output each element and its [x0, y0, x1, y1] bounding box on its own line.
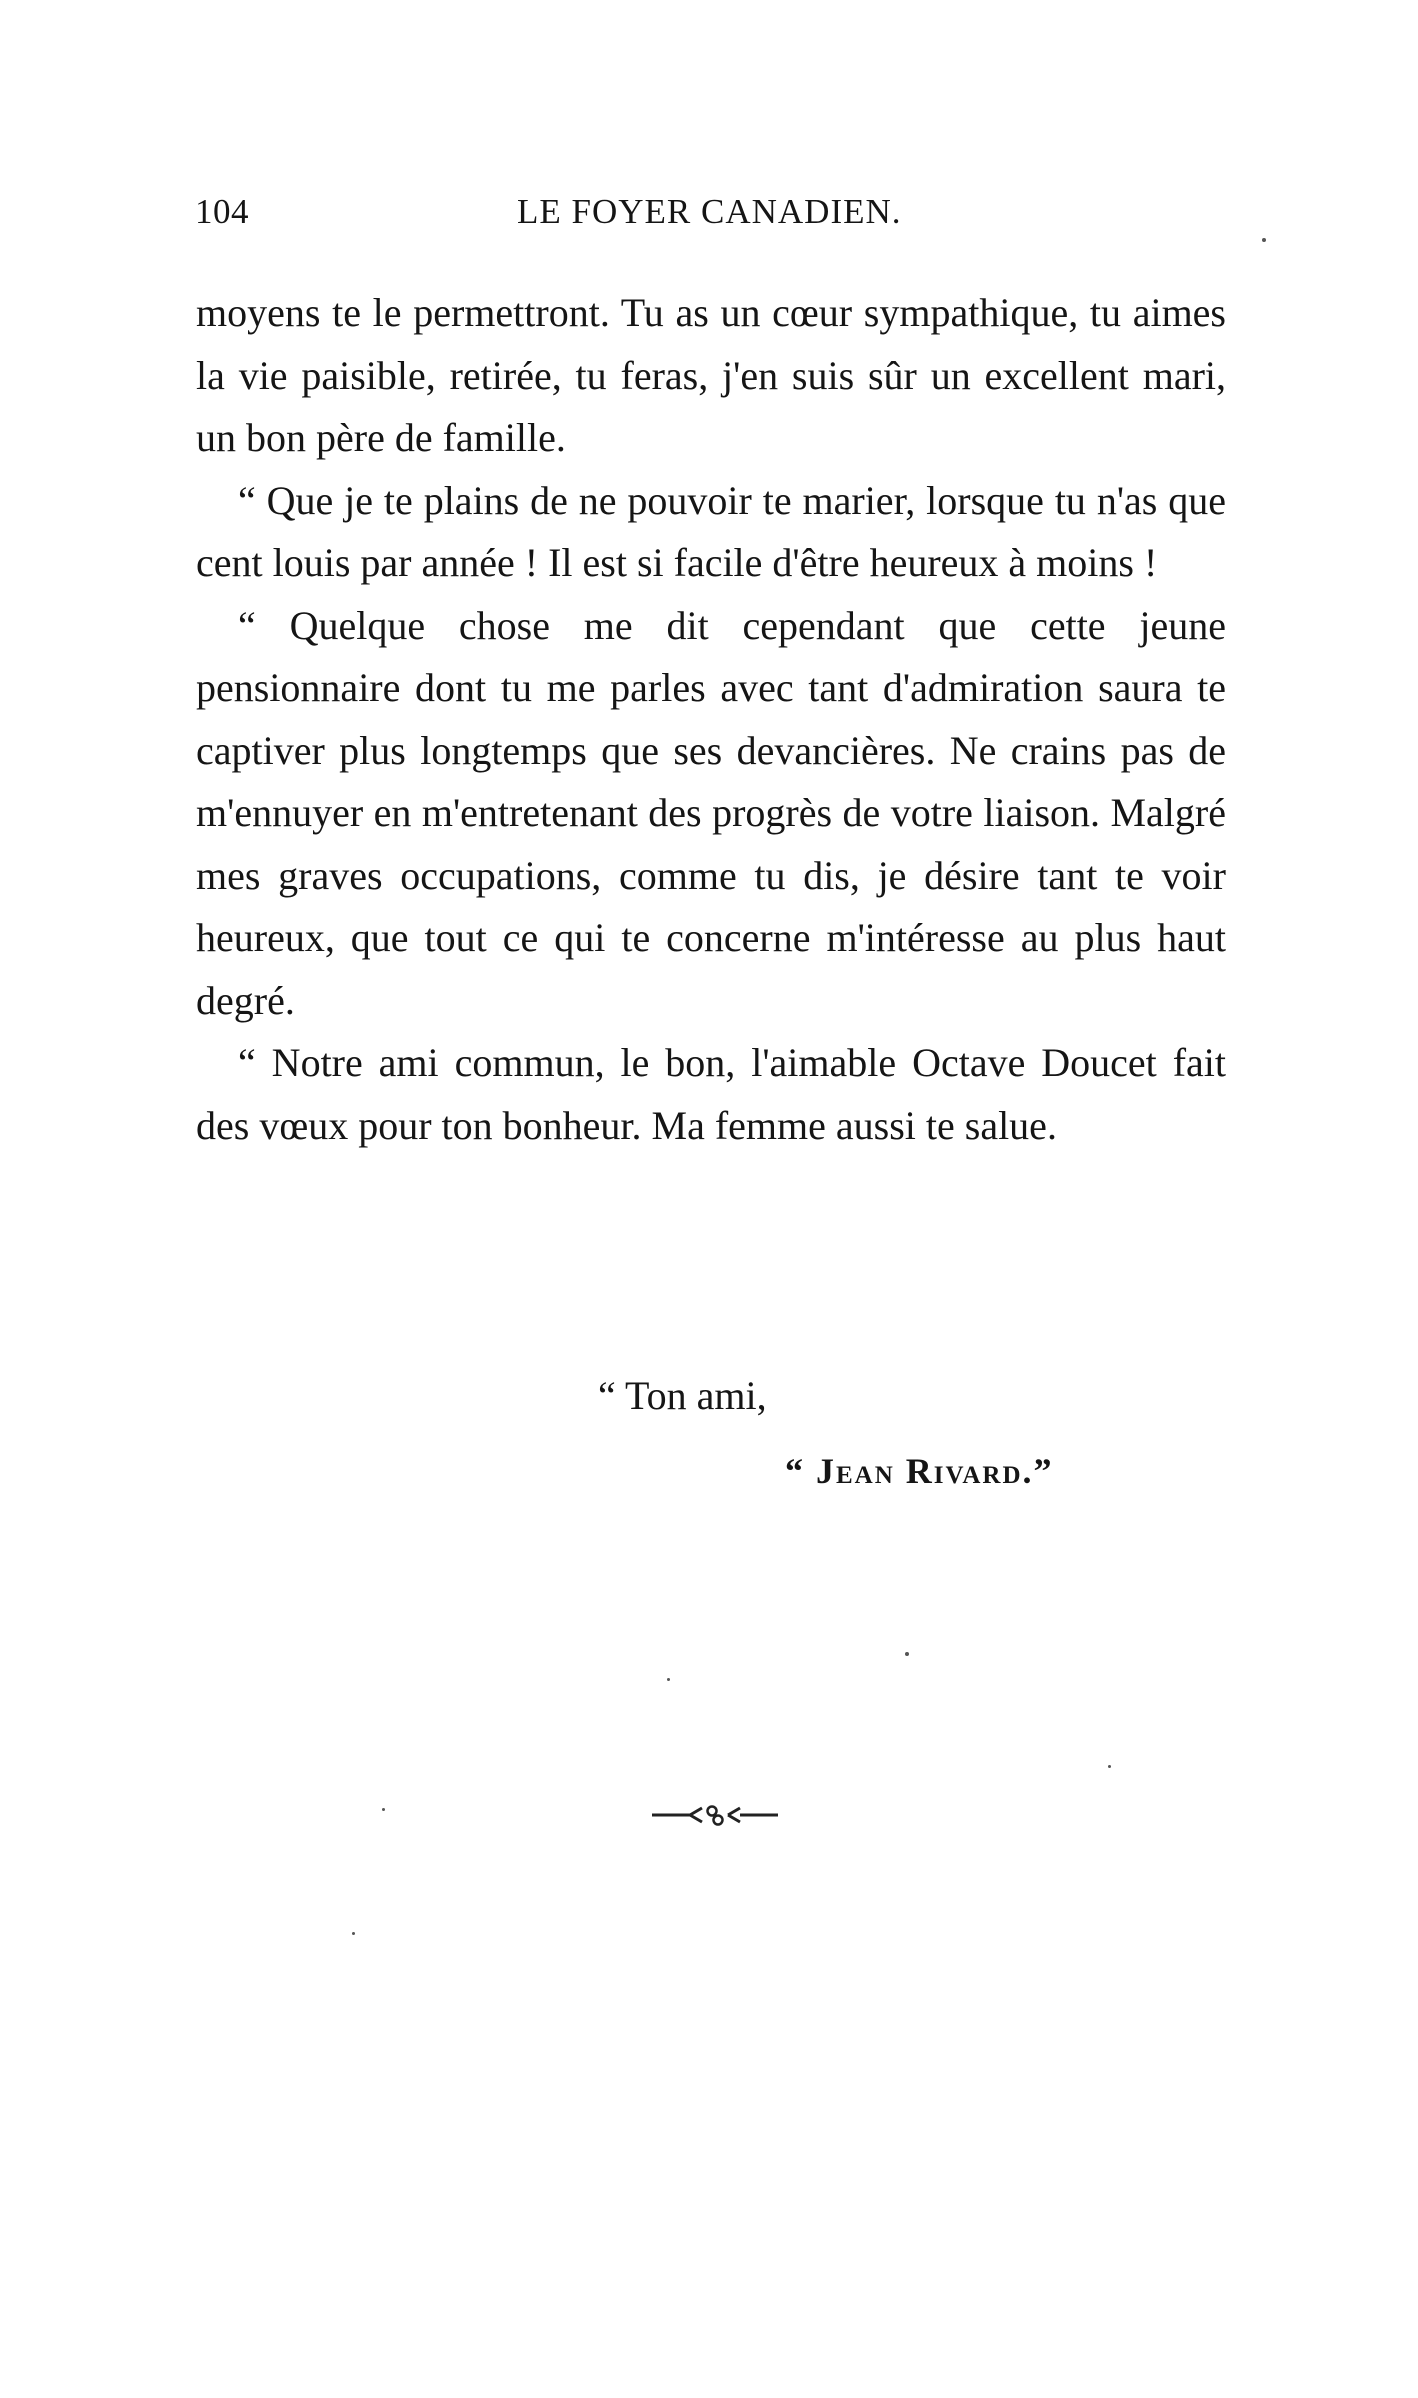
- page-number: 104: [195, 192, 249, 231]
- page-header: [195, 192, 1225, 242]
- paper-speck: [1108, 1765, 1111, 1768]
- paper-speck: [1262, 238, 1266, 242]
- paragraph: “ Que je te plains de ne pouvoir te marier, lorsque tu n'as que cent louis par année ! Il est si facile d'être heureux à moins !: [196, 477, 1226, 585]
- paragraph: “ Quelque chose me dit cependant que cette jeune pensionnaire dont tu me parles avec tant d'admiration saura te captiver plus longtemps que ses devancières. Ne crains pas de m'ennuyer en m'entretenant des progrès de votre liaison. Malgré mes graves occupations, comme tu dis, je désire tant te voir heureux, que tout ce qui te concerne m'intéresse au plus haut degré.: [196, 602, 1226, 1023]
- paragraph: “ Notre ami commun, le bon, l'aimable Octave Doucet fait des vœux pour ton bonheur. Ma femme aussi te salue.: [196, 1040, 1226, 1148]
- paragraph: moyens te le permettront. Tu as un cœur sympathique, tu aimes la vie paisible, retirée, tu feras, j'en suis sûr un excellent mari, un bon père de famille.: [196, 290, 1226, 460]
- body-text: [196, 282, 1226, 1157]
- letter-signature: “ Jean Rivard.”: [785, 1451, 1054, 1491]
- paper-speck: [382, 1808, 385, 1811]
- fleuron-ornament-icon: [650, 1795, 780, 1835]
- paper-speck: [905, 1652, 909, 1656]
- paper-speck: [667, 1678, 670, 1681]
- running-title: LE FOYER CANADIEN.: [517, 192, 902, 231]
- paper-speck: [352, 1932, 355, 1935]
- letter-closing: “ Ton ami,: [598, 1373, 767, 1418]
